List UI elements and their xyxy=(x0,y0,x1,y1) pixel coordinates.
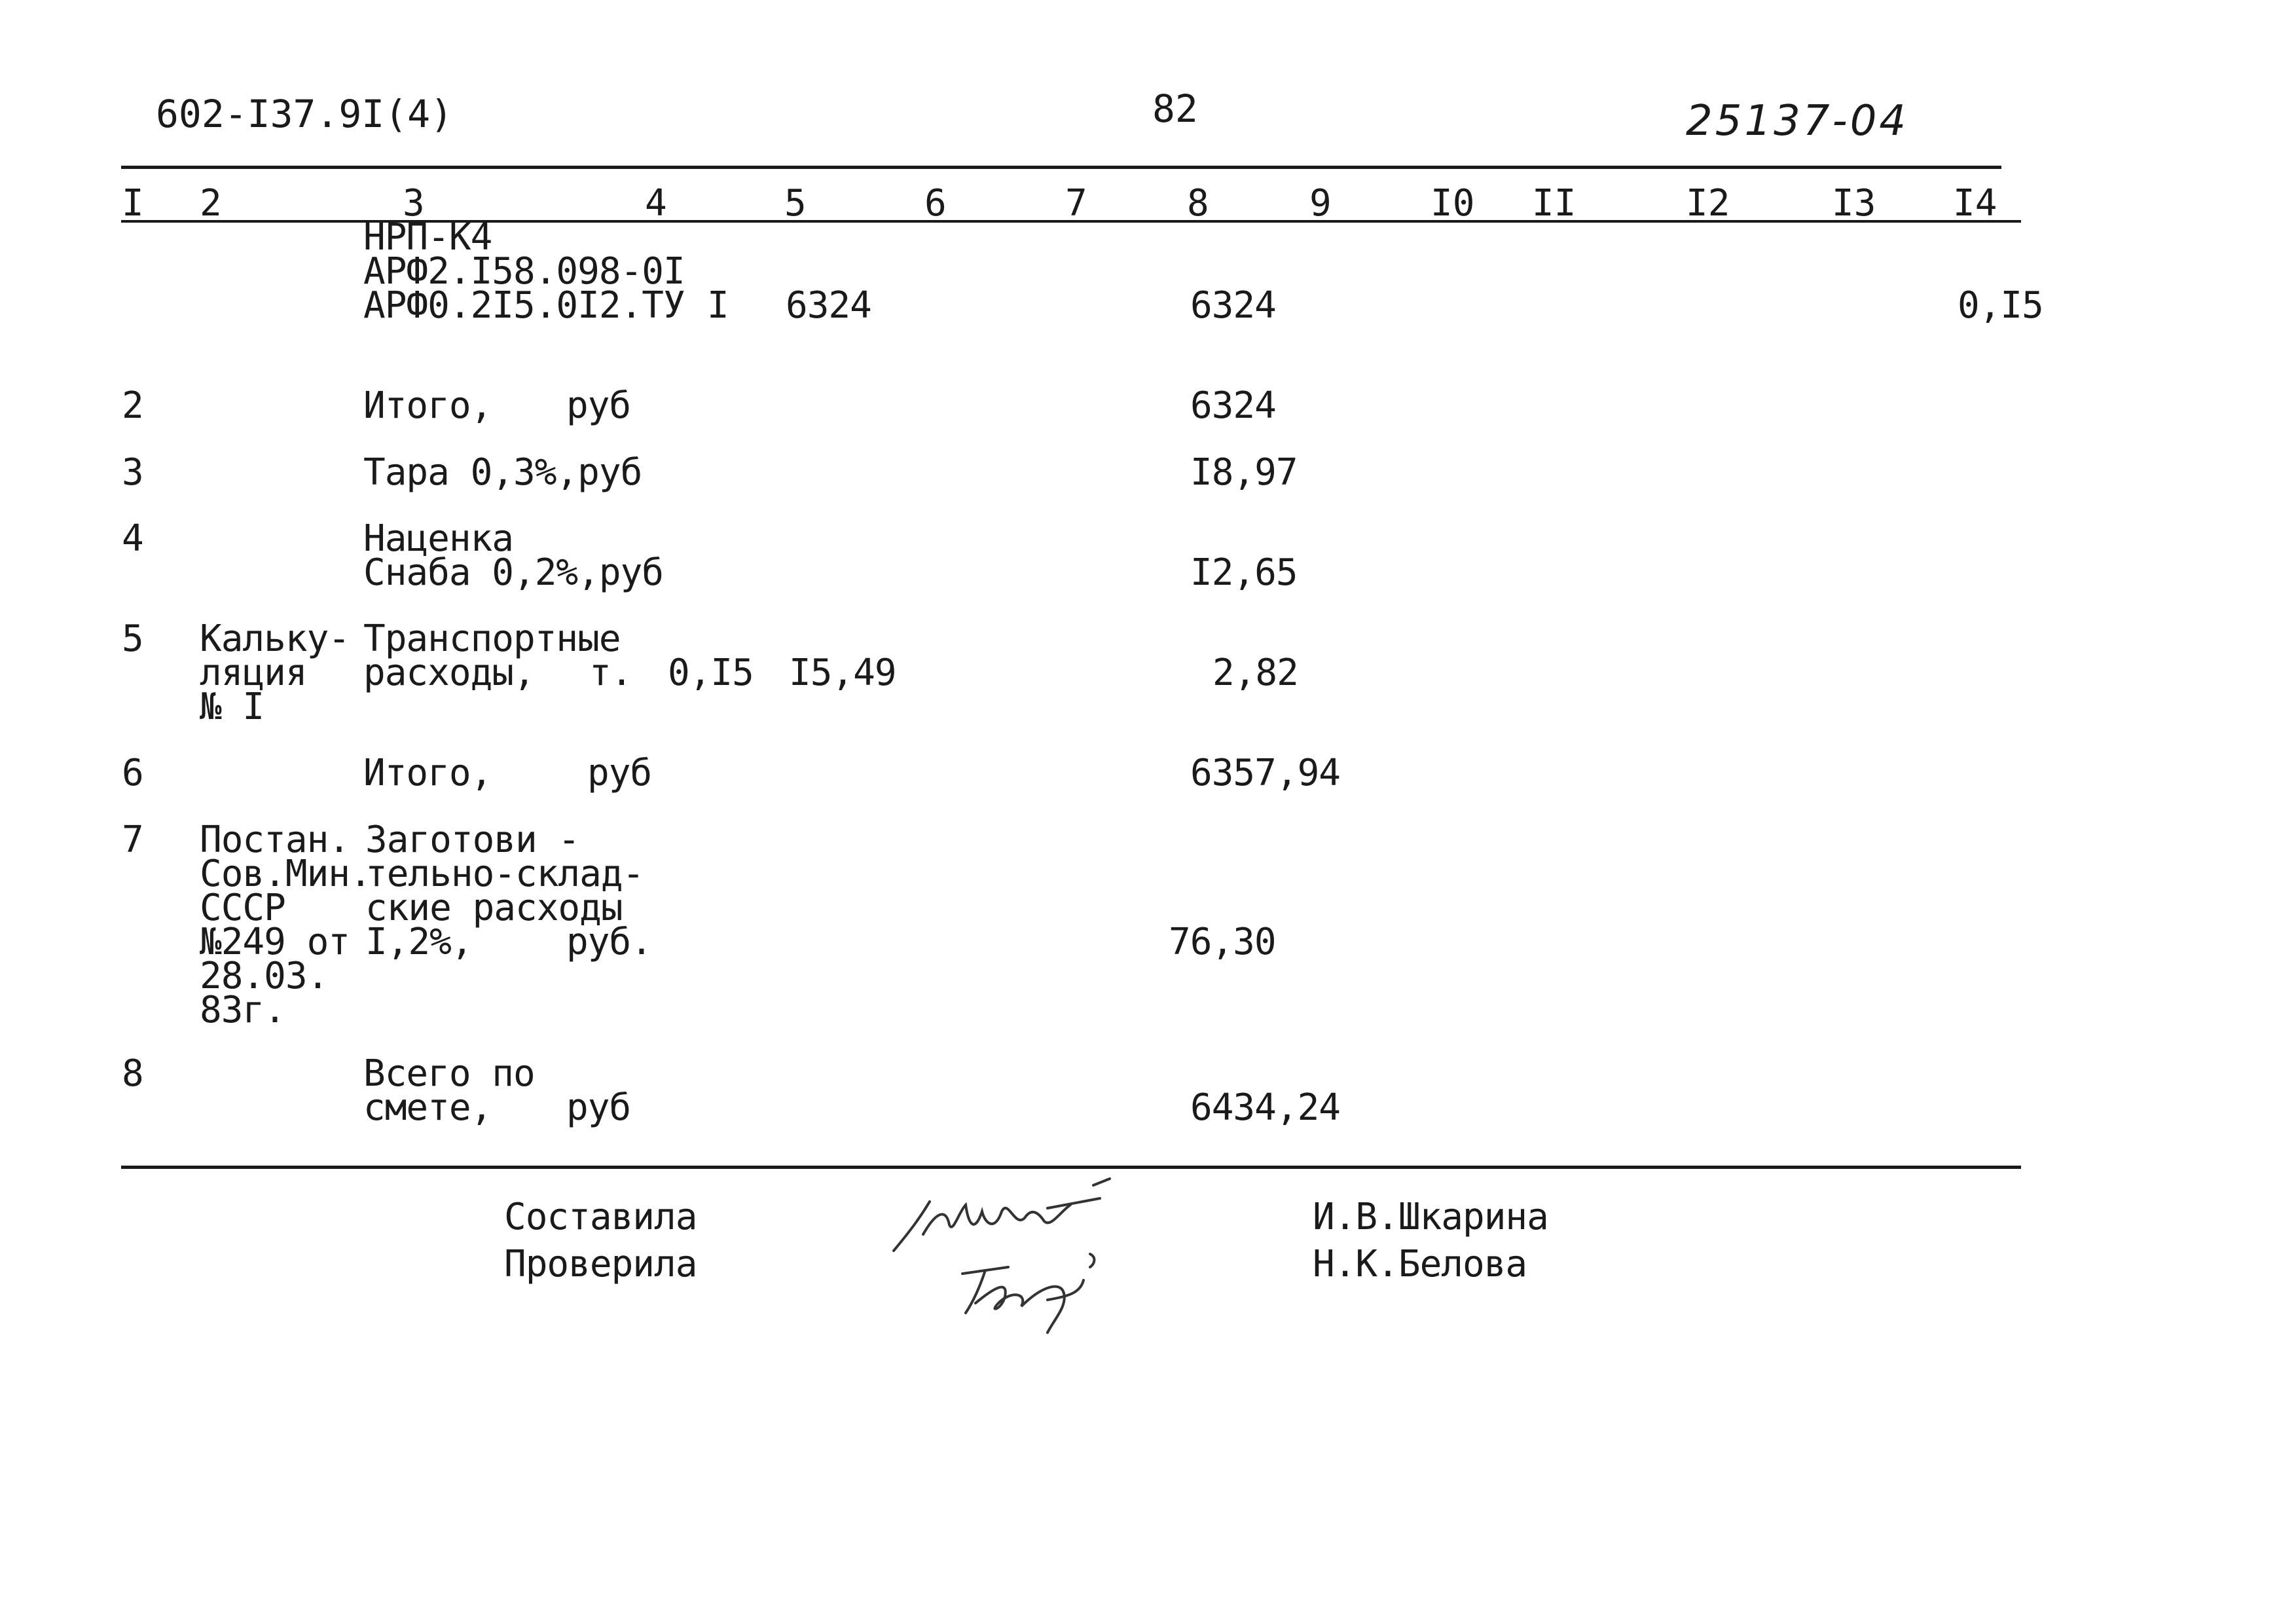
compiled-by-label: Составила xyxy=(504,1196,697,1238)
signature-checked-icon xyxy=(949,1241,1120,1339)
row-number: 6 xyxy=(122,752,143,794)
row-number: 2 xyxy=(122,384,143,427)
row-amount: 6434,24 xyxy=(1190,1086,1341,1129)
row-description: тельно-склад- xyxy=(365,853,644,895)
row-unit-price: 6324 xyxy=(786,284,871,327)
row-unit: руб xyxy=(566,384,631,427)
row-number: 5 xyxy=(122,618,143,660)
column-number: II xyxy=(1532,182,1576,225)
bottom-rule xyxy=(121,1166,2021,1169)
row-description: АРФ2.I58.098-0I xyxy=(363,250,685,293)
column-number: I2 xyxy=(1686,182,1730,225)
compiled-by-name: И.В.Шкарина xyxy=(1313,1196,1548,1238)
row-basis: № I xyxy=(200,686,264,728)
column-number: 4 xyxy=(645,182,667,225)
row-amount: I8,97 xyxy=(1190,451,1298,494)
row-description: НРП-К4 xyxy=(363,216,492,259)
row-description: Тара 0,3%,руб xyxy=(363,451,642,494)
row-description: Заготови - xyxy=(365,819,580,861)
row-unit-price: I5,49 xyxy=(789,652,896,694)
row-description: Снаба 0,2%,руб xyxy=(363,551,664,594)
column-number: 3 xyxy=(403,182,425,225)
row-description: Всего по xyxy=(363,1052,535,1095)
column-number: I xyxy=(122,182,144,225)
row-description: смете, xyxy=(363,1086,492,1129)
column-number: 7 xyxy=(1065,182,1087,225)
row-basis: ляция xyxy=(200,652,307,694)
row-amount: 2,82 xyxy=(1212,652,1298,694)
row-basis: Сов.Мин. xyxy=(200,853,371,895)
column-number: 5 xyxy=(784,182,807,225)
row-amount: I2,65 xyxy=(1190,551,1298,594)
row-description: ские расходы xyxy=(365,887,623,929)
row-description: Итого, xyxy=(363,384,492,427)
row-number: 4 xyxy=(122,517,143,560)
row-basis: Кальку- xyxy=(200,618,350,660)
row-unit: руб. xyxy=(566,921,652,963)
row-basis: СССР xyxy=(200,887,285,929)
row-description: АРФ0.2I5.0I2.ТУ xyxy=(363,284,685,327)
row-number: 7 xyxy=(122,819,143,861)
top-rule xyxy=(121,166,2001,169)
row-description: Итого, xyxy=(363,752,492,794)
row-unit: т. xyxy=(589,652,632,694)
row-description: I,2%, xyxy=(365,921,473,963)
row-basis: 83г. xyxy=(200,989,285,1031)
row-description: расходы, xyxy=(363,652,535,694)
row-quantity: I xyxy=(707,284,729,327)
column-number: I3 xyxy=(1832,182,1876,225)
row-number: 8 xyxy=(122,1052,143,1095)
row-description: Транспортные xyxy=(363,618,621,660)
checked-by-label: Проверила xyxy=(504,1243,697,1285)
row-unit: руб xyxy=(566,1086,631,1129)
row-basis: №249 от xyxy=(200,921,350,963)
row-basis: 28.03. xyxy=(200,955,329,997)
page-number: 82 xyxy=(1152,86,1198,131)
archive-number: 25137-04 xyxy=(1686,97,1909,145)
row-description: Наценка xyxy=(363,517,514,560)
row-amount: 6324 xyxy=(1190,384,1276,427)
row-amount: 6357,94 xyxy=(1190,752,1341,794)
row-basis: Постан. xyxy=(200,819,350,861)
row-amount: 76,30 xyxy=(1169,921,1276,963)
row-amount: 6324 xyxy=(1190,284,1276,327)
column-number: I0 xyxy=(1430,182,1475,225)
row-quantity: 0,I5 xyxy=(668,652,754,694)
row-unit: руб xyxy=(587,752,652,794)
column-number: I4 xyxy=(1953,182,1997,225)
column-number: 9 xyxy=(1309,182,1332,225)
row-weight: 0,I5 xyxy=(1958,284,2043,327)
column-number: 8 xyxy=(1187,182,1209,225)
column-number: 2 xyxy=(200,182,222,225)
row-number: 3 xyxy=(122,451,143,494)
checked-by-name: Н.К.Белова xyxy=(1313,1243,1527,1285)
document-code: 602-I37.9I(4) xyxy=(156,92,453,136)
column-number: 6 xyxy=(924,182,947,225)
